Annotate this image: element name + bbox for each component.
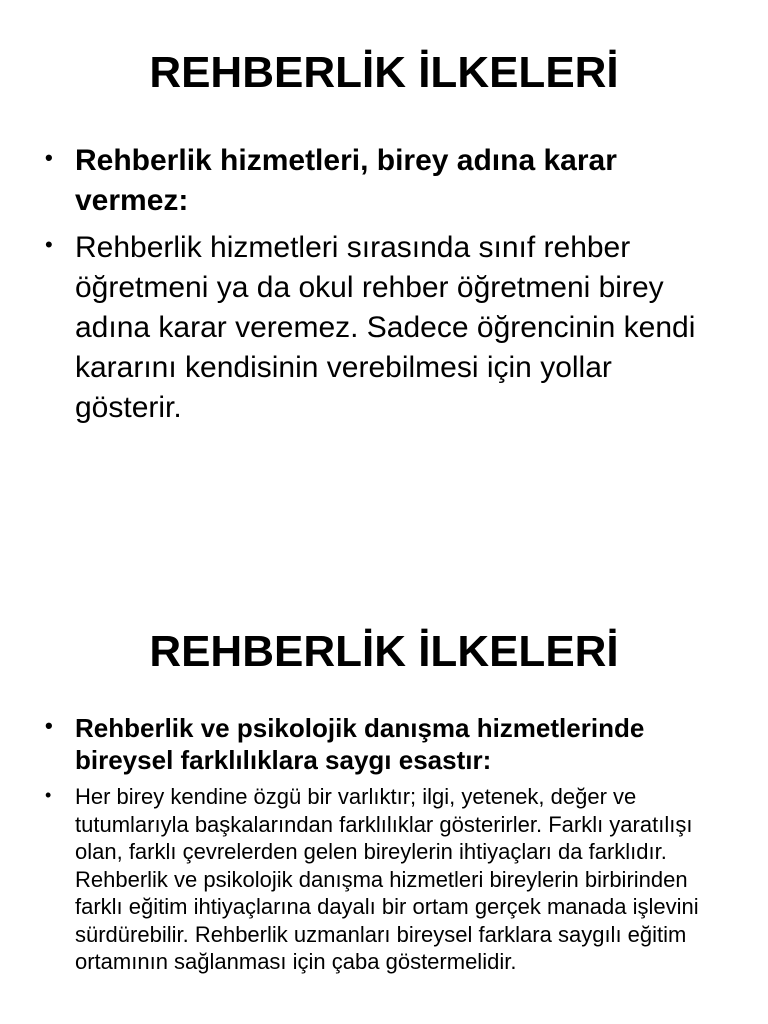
bullet-icon: • bbox=[45, 232, 53, 257]
bullet-icon: • bbox=[45, 713, 53, 738]
bullet-item bbox=[45, 783, 725, 976]
bullet-list bbox=[45, 712, 725, 976]
bullet-list bbox=[45, 141, 725, 435]
bullet-text: Rehberlik hizmetleri sırasında sınıf rehber öğretmeni ya da okul rehber öğretmeni birey adına karar veremez. Sadece öğrencinin kendi kararını kendisinin verebilmesi için yollar gösterir. bbox=[75, 231, 696, 424]
bullet-item bbox=[45, 141, 725, 221]
bullet-item bbox=[45, 712, 725, 776]
slide-2 bbox=[0, 576, 768, 1024]
bullet-text: Rehberlik ve psikolojik danışma hizmetlerinde bireysel farklılıklara saygı esastır: bbox=[75, 713, 645, 775]
slide-title: REHBERLİK İLKELERİ bbox=[149, 48, 619, 97]
slide-title: REHBERLİK İLKELERİ bbox=[149, 627, 619, 676]
bullet-icon: • bbox=[45, 785, 52, 805]
bullet-text: Her birey kendine özgü bir varlıktır; ilgi, yetenek, değer ve tutumlarıyla başkalarından farklılıklar gösterirler. Farklı yaratılışı olan, farklı çevrelerden gelen bireylerin ihtiyaçları da farklıdır. Rehberlik ve psikolojik danışma hizmetleri bireylerin birbirinden farklı eğitim ihtiyaçlarına dayalı bir ortam gerçek manada işlevini sürdürebilir. Rehberlik uzmanları bireysel farklara saygılı eğitim ortamının sağlanması için çaba göstermelidir. bbox=[75, 784, 699, 974]
bullet-icon: • bbox=[45, 145, 53, 170]
bullet-item bbox=[45, 228, 725, 428]
bullet-text: Rehberlik hizmetleri, birey adına karar vermez: bbox=[75, 144, 617, 217]
